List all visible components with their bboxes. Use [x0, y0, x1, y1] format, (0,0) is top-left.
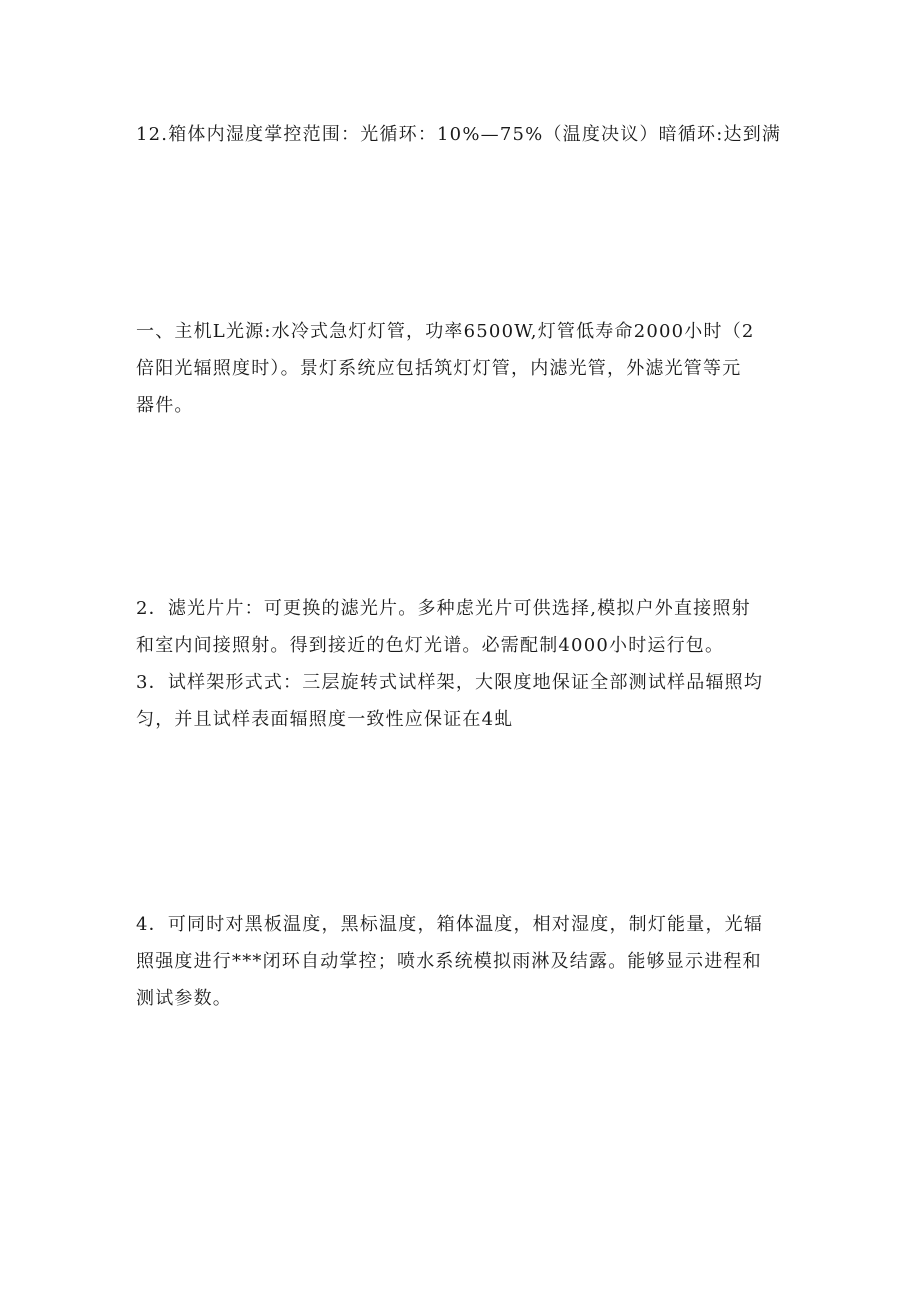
- paragraph-filter-and-sample-rack: [136, 590, 790, 738]
- text-line: 一、主机L光源:水冷式急灯灯管，功率6500W,灯管低寿命2000小时（2: [136, 321, 755, 342]
- paragraph-light-source: [136, 313, 790, 424]
- text-line: 3．试样架形式式：三层旋转式试样架，大限度地保证全部测试样品辐照均: [136, 672, 764, 693]
- text-line: 和室内间接照射。得到接近的色灯光谱。必需配制4000小时运行包。: [136, 635, 725, 656]
- text-line: 4．可同时对黑板温度，黑标温度，箱体温度，相对湿度，制灯能量，光辐: [136, 914, 764, 935]
- paragraph-humidity-range: [136, 116, 790, 153]
- paragraph-control-system: [136, 906, 790, 1017]
- text-line: 倍阳光辐照度时）。景灯系统应包括筑灯灯管，内滤光管，外滤光管等元: [136, 358, 742, 379]
- text-line: 2．滤光片片：可更换的滤光片。多种虑光片可供选择,模拟户外直接照射: [136, 598, 751, 619]
- text-line: 器件。: [136, 395, 194, 416]
- text-line: 12.箱体内湿度掌控范围：光循环：10%—75%（温度决议）暗循环:达到满: [136, 124, 782, 145]
- text-line: 匀，并且试样表面辐照度一致性应保证在4虬: [136, 709, 514, 730]
- text-line: 测试参数。: [136, 988, 232, 1009]
- text-line: 照强度进行***闭环自动掌控；喷水系统模拟雨淋及结露。能够显示进程和: [136, 951, 762, 972]
